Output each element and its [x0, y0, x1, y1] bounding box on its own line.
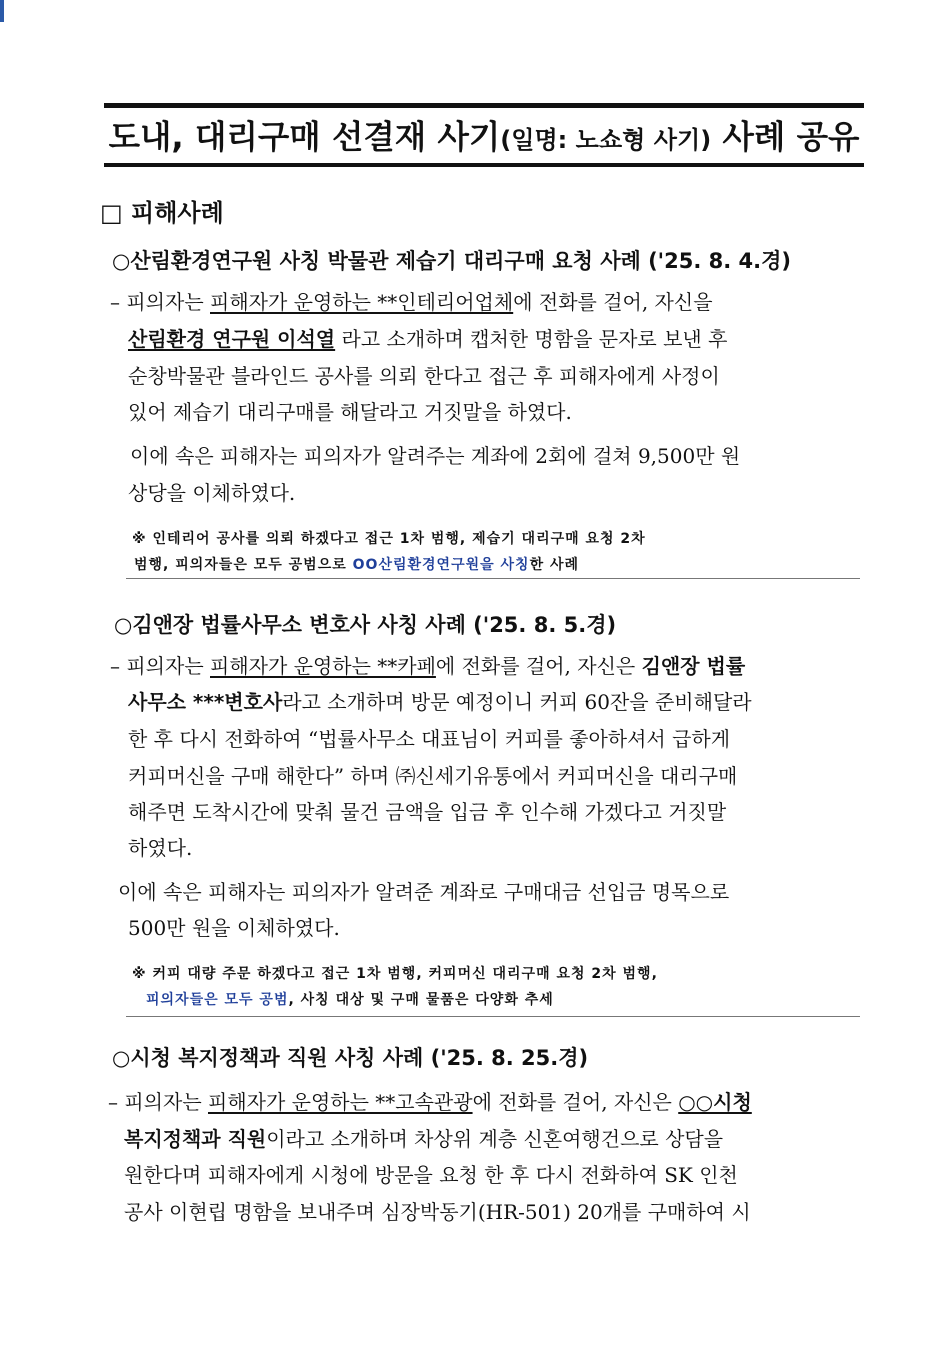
- title-main-end: 사례 공유: [711, 118, 860, 156]
- case-2-heading: ○김앤장 법률사무소 변호사 사칭 사례 ('25. 8. 5.경): [114, 613, 617, 637]
- case-1-note-line-2: 범행, 피의자들은 모두 공범으로 OO산림환경연구원을 사칭한 사례: [134, 557, 580, 573]
- impersonated-identity: ○○시청: [678, 1090, 752, 1114]
- title-top-rule: [104, 103, 864, 108]
- page-title: [104, 112, 864, 162]
- case-2-line-8: 500만 원을 이체하였다.: [128, 916, 340, 940]
- case-1-line-2: 산림환경 연구원 이석열 라고 소개하며 캡처한 명함을 문자로 보낸 후: [128, 327, 728, 351]
- title-bottom-rule: [104, 163, 864, 167]
- impersonated-identity-cont: 사무소 ***변호사: [128, 690, 283, 714]
- case-2-note: [126, 961, 860, 1017]
- section-heading: □ 피해사례: [100, 199, 224, 227]
- case-3-line-3: 원한다며 피해자에게 시청에 방문을 요청 한 후 다시 전화하여 SK 인천: [124, 1163, 738, 1187]
- case-2-note-line-1: ※ 커피 대량 주문 하겠다고 접근 1차 범행, 커피머신 대리구매 요청 2차 범행,: [132, 966, 658, 982]
- case-1-line-1: – 피의자는 피해자가 운영하는 **인테리어업체에 전화를 걸어, 자신을: [110, 290, 713, 314]
- case-2-line-1: – 피의자는 피해자가 운영하는 **카페에 전화를 걸어, 자신은 김앤장 법률: [110, 654, 746, 678]
- case-2-line-5: 해주면 도착시간에 맞춰 물건 금액을 입금 후 인수해 가겠다고 거짓말: [128, 800, 727, 824]
- title-main: 도내, 대리구매 선결재 사기: [108, 118, 501, 156]
- case-2-line-3: 한 후 다시 전화하여 “법률사무소 대표님이 커피를 좋아하셔서 급하게: [128, 727, 731, 751]
- case-2-line-4: 커피머신을 구매 해한다” 하며 ㈜신세기유통에서 커피머신을 대리구매: [128, 764, 738, 788]
- victim-business: 피해자가 운영하는 **카페: [210, 654, 436, 678]
- case-1-line-3: 순창박물관 블라인드 공사를 의뢰 한다고 접근 후 피해자에게 사정이: [128, 364, 720, 388]
- case-3-heading: ○시청 복지정책과 직원 사칭 사례 ('25. 8. 25.경): [112, 1046, 589, 1070]
- case-1-line-6: 상당을 이체하였다.: [128, 481, 296, 505]
- case-3-line-1: – 피의자는 피해자가 운영하는 **고속관광에 전화를 걸어, 자신은 ○○시청: [108, 1090, 752, 1114]
- victim-business: 피해자가 운영하는 **인테리어업체: [210, 290, 514, 314]
- victim-business: 피해자가 운영하는 **고속관광: [208, 1090, 473, 1114]
- impersonated-identity-cont: 복지정책과 직원: [124, 1127, 267, 1151]
- case-1-heading: ○산림환경연구원 사칭 박물관 제습기 대리구매 요청 사례 ('25. 8. 4.경): [112, 249, 791, 273]
- corner-scan-mark: [0, 0, 4, 22]
- case-1-note: [126, 526, 860, 579]
- impersonated-identity: 산림환경 연구원 이석열: [128, 327, 336, 351]
- case-2-line-6: 하였다.: [128, 836, 193, 860]
- case-1-line-4: 있어 제습기 대리구매를 해달라고 거짓말을 하였다.: [128, 400, 572, 424]
- case-2-note-line-2: 피의자들은 모두 공범, 사칭 대상 및 구매 물품은 다양화 추세: [146, 992, 554, 1008]
- case-2-line-7: 이에 속은 피해자는 피의자가 알려준 계좌로 구매대금 선입금 명목으로: [118, 880, 730, 904]
- case-1-line-5: 이에 속은 피해자는 피의자가 알려주는 계좌에 2회에 걸쳐 9,500만 원: [130, 444, 741, 468]
- case-1-note-line-1: ※ 인테리어 공사를 의뢰 하겠다고 접근 1차 범행, 제습기 대리구매 요청 2차: [132, 531, 646, 547]
- title-subtitle: (일명: 노쇼형 사기): [500, 126, 712, 154]
- case-3-line-4: 공사 이현립 명함을 보내주며 심장박동기(HR-501) 20개를 구매하여 시: [124, 1200, 751, 1224]
- impersonated-identity: 김앤장 법률: [641, 654, 746, 678]
- case-3-line-2: 복지정책과 직원이라고 소개하며 차상위 계층 신혼여행건으로 상담을: [124, 1127, 724, 1151]
- case-2-line-2: 사무소 ***변호사라고 소개하며 방문 예정이니 커피 60잔을 준비해달라: [128, 690, 752, 714]
